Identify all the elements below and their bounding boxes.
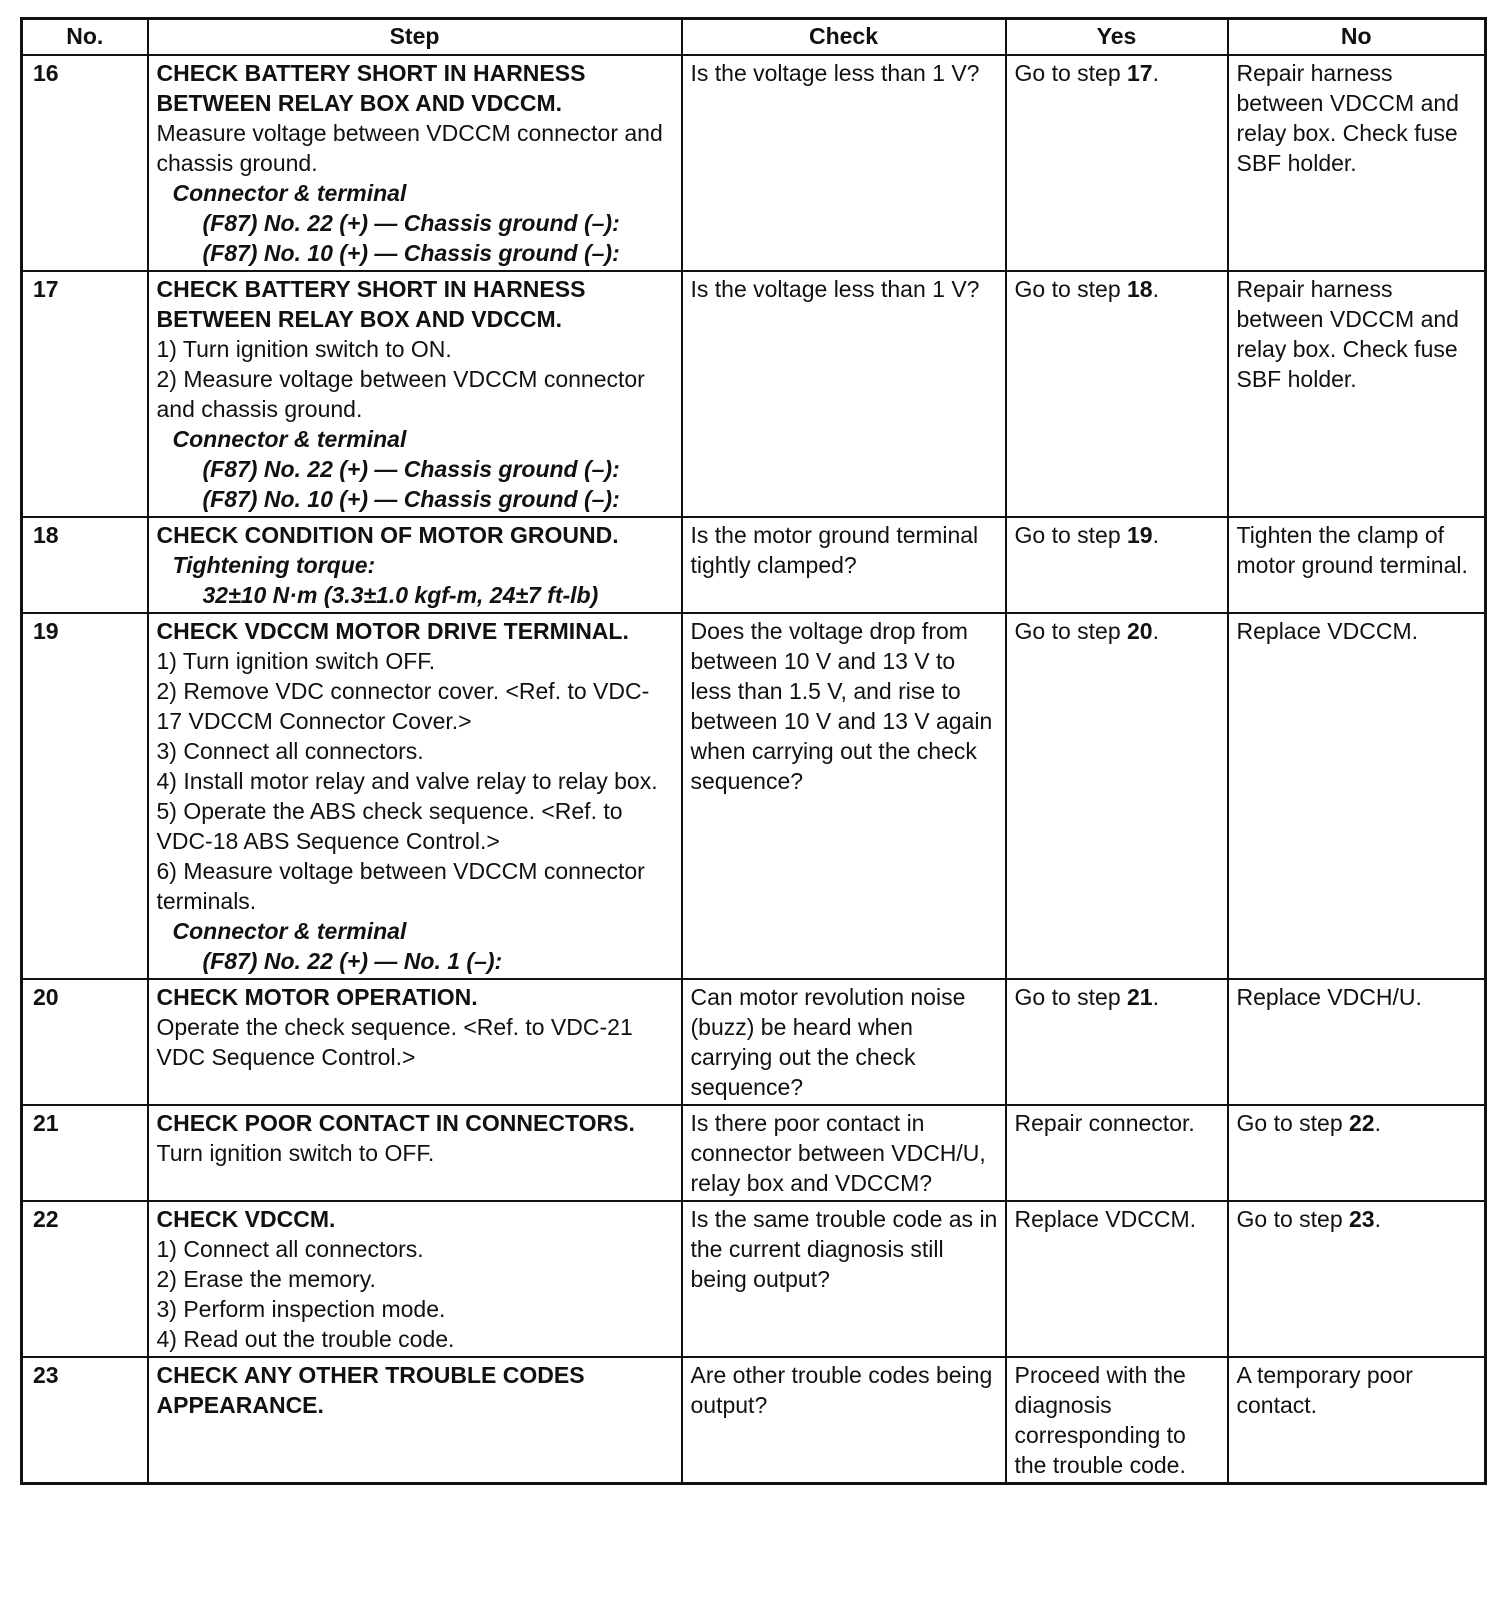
no-prefix: Go to step [1236,1206,1350,1232]
step-cell [148,613,682,979]
header-row [22,19,1486,56]
no-text: Tighten the clamp of motor ground terminal. [1236,522,1468,578]
table-row [22,271,1486,517]
step-number: 20 [22,979,148,1105]
yes-cell [1006,979,1228,1105]
header-check: Check [682,19,1006,56]
step-title: CHECK BATTERY SHORT IN HARNESS BETWEEN RELAY BOX AND VDCCM. [156,276,586,332]
step-lines [157,1012,675,1072]
no-step-ref: 23 [1349,1206,1375,1232]
no-text: Repair harness between VDCCM and relay box. Check fuse SBF holder. [1236,276,1459,392]
no-suffix: . [1374,1206,1381,1232]
yes-cell [1006,271,1228,517]
check-cell: Is the voltage less than 1 V? [682,271,1006,517]
step-number: 17 [22,271,148,517]
no-cell [1228,271,1486,517]
yes-prefix: Go to step [1014,60,1128,86]
yes-cell [1006,1105,1228,1201]
yes-suffix: . [1152,60,1159,86]
yes-prefix: Go to step [1014,984,1128,1010]
step-line: 1) Turn ignition switch OFF. [156,648,436,674]
table-row [22,1105,1486,1201]
table-row [22,517,1486,613]
step-lines [157,646,675,916]
yes-cell [1006,55,1228,271]
step-lines [157,1234,675,1354]
header-yes: Yes [1006,19,1228,56]
no-cell [1228,517,1486,613]
check-cell: Is the voltage less than 1 V? [682,55,1006,271]
spec-line: (F87) No. 10 (+) — Chassis ground (–): [202,486,620,512]
table-body [22,55,1486,1484]
step-lines [157,1138,675,1168]
yes-step-ref: 20 [1127,618,1153,644]
step-line: 3) Connect all connectors. [156,738,424,764]
step-cell [148,1201,682,1357]
yes-step-ref: 18 [1127,276,1153,302]
yes-suffix: . [1152,522,1159,548]
no-cell [1228,613,1486,979]
spec-title: Connector & terminal [172,918,407,944]
step-line: 1) Turn ignition switch to ON. [156,336,452,362]
no-step-ref: 22 [1349,1110,1375,1136]
step-cell [148,517,682,613]
no-prefix: Go to step [1236,1110,1350,1136]
no-cell [1228,55,1486,271]
step-title: CHECK CONDITION OF MOTOR GROUND. [156,522,619,548]
no-cell [1228,1357,1486,1484]
check-cell: Is the same trouble code as in the current diagnosis still being output? [682,1201,1006,1357]
no-text: A temporary poor contact. [1236,1362,1413,1418]
yes-prefix: Go to step [1014,618,1128,644]
yes-cell [1006,517,1228,613]
step-line: 5) Operate the ABS check sequence. <Ref. to VDC-18 ABS Sequence Control.> [156,798,623,854]
spec-line: 32±10 N·m (3.3±1.0 kgf-m, 24±7 ft-lb) [202,582,599,608]
step-title: CHECK POOR CONTACT IN CONNECTORS. [156,1110,635,1136]
step-number: 18 [22,517,148,613]
yes-prefix: Go to step [1014,522,1128,548]
step-line: Measure voltage between VDCCM connector and chassis ground. [156,120,663,176]
no-cell [1228,979,1486,1105]
no-cell [1228,1201,1486,1357]
step-cell [148,1357,682,1484]
step-line: 4) Read out the trouble code. [156,1326,455,1352]
table-row [22,1201,1486,1357]
table-row [22,613,1486,979]
step-line: 2) Erase the memory. [156,1266,376,1292]
step-cell [148,1105,682,1201]
spec-lines [157,208,675,268]
spec-line: (F87) No. 22 (+) — No. 1 (–): [202,948,503,974]
yes-text: Replace VDCCM. [1014,1206,1196,1232]
step-lines [157,334,675,424]
step-number: 21 [22,1105,148,1201]
step-title: CHECK ANY OTHER TROUBLE CODES APPEARANCE. [156,1362,585,1418]
table-row [22,979,1486,1105]
header-no: No. [22,19,148,56]
step-cell [148,55,682,271]
step-number: 23 [22,1357,148,1484]
check-cell: Is there poor contact in connector between VDCH/U, relay box and VDCCM? [682,1105,1006,1201]
step-title: CHECK VDCCM. [156,1206,336,1232]
step-line: 2) Remove VDC connector cover. <Ref. to VDC-17 VDCCM Connector Cover.> [156,678,650,734]
spec-title: Connector & terminal [172,180,407,206]
yes-step-ref: 17 [1127,60,1153,86]
yes-cell [1006,613,1228,979]
spec-line: (F87) No. 22 (+) — Chassis ground (–): [202,210,620,236]
header-no-result: No [1228,19,1486,56]
spec-line: (F87) No. 10 (+) — Chassis ground (–): [202,240,620,266]
check-cell: Are other trouble codes being output? [682,1357,1006,1484]
yes-cell [1006,1357,1228,1484]
no-text: Replace VDCCM. [1236,618,1418,644]
diagnostic-table [20,17,1487,1485]
step-cell [148,979,682,1105]
step-line: 2) Measure voltage between VDCCM connector and chassis ground. [156,366,645,422]
spec-line: (F87) No. 22 (+) — Chassis ground (–): [202,456,620,482]
step-title: CHECK BATTERY SHORT IN HARNESS BETWEEN RELAY BOX AND VDCCM. [156,60,586,116]
spec-lines [157,454,675,514]
step-number: 22 [22,1201,148,1357]
no-cell [1228,1105,1486,1201]
step-lines [157,118,675,178]
yes-suffix: . [1152,984,1159,1010]
no-text: Replace VDCH/U. [1236,984,1422,1010]
step-line: 6) Measure voltage between VDCCM connector terminals. [156,858,645,914]
check-cell: Can motor revolution noise (buzz) be heard when carrying out the check sequence? [682,979,1006,1105]
yes-cell [1006,1201,1228,1357]
spec-title: Connector & terminal [172,426,407,452]
yes-text: Proceed with the diagnosis corresponding to the trouble code. [1014,1362,1186,1478]
step-line: 3) Perform inspection mode. [156,1296,446,1322]
step-cell [148,271,682,517]
spec-lines [157,946,675,976]
step-line: 1) Connect all connectors. [156,1236,424,1262]
step-line: Turn ignition switch to OFF. [156,1140,435,1166]
spec-title: Tightening torque: [172,552,376,578]
check-cell: Does the voltage drop from between 10 V and 13 V to less than 1.5 V, and rise to between 10 V and 13 V again when carrying out the check sequence? [682,613,1006,979]
step-number: 16 [22,55,148,271]
yes-suffix: . [1152,276,1159,302]
yes-text: Repair connector. [1014,1110,1195,1136]
yes-suffix: . [1152,618,1159,644]
yes-step-ref: 21 [1127,984,1153,1010]
step-line: Operate the check sequence. <Ref. to VDC-21 VDC Sequence Control.> [156,1014,633,1070]
step-line: 4) Install motor relay and valve relay to relay box. [156,768,658,794]
check-cell: Is the motor ground terminal tightly clamped? [682,517,1006,613]
step-title: CHECK VDCCM MOTOR DRIVE TERMINAL. [156,618,629,644]
header-step: Step [148,19,682,56]
table-row [22,1357,1486,1484]
no-text: Repair harness between VDCCM and relay box. Check fuse SBF holder. [1236,60,1459,176]
step-number: 19 [22,613,148,979]
yes-step-ref: 19 [1127,522,1153,548]
yes-prefix: Go to step [1014,276,1128,302]
spec-lines [157,580,675,610]
step-title: CHECK MOTOR OPERATION. [156,984,478,1010]
table-row [22,55,1486,271]
no-suffix: . [1374,1110,1381,1136]
